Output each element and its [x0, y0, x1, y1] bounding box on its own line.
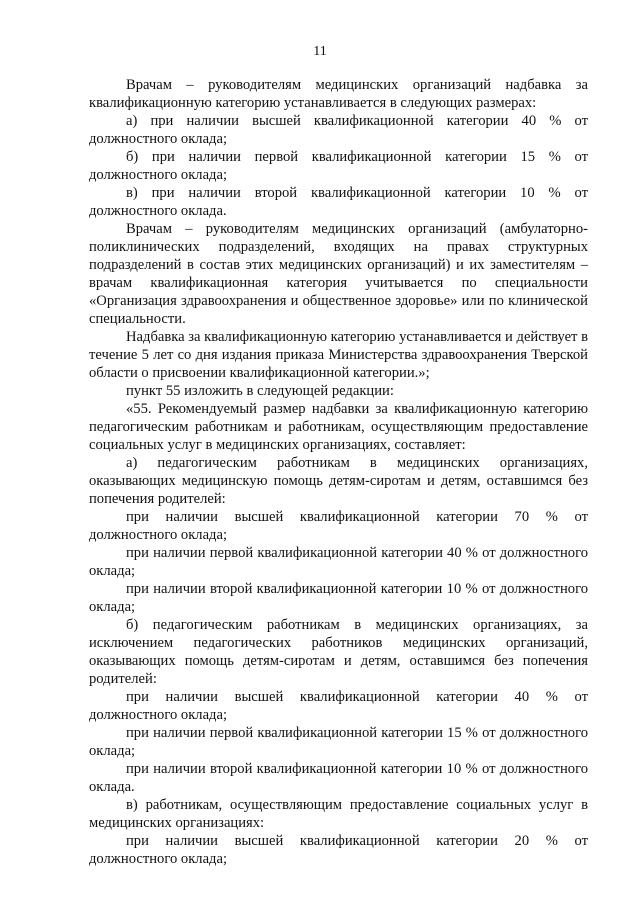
- paragraph-orphan-first: при наличии первой квалификационной категории 40 % от должностного оклада;: [89, 545, 588, 579]
- document-body: [89, 76, 588, 868]
- paragraph-head-physicians: Врачам – руководителям медицинских организаций надбавка за квалификационную категорию устанавливается в следующих размерах:: [89, 77, 588, 111]
- paragraph-orphan-second: при наличии второй квалификационной категории 10 % от должностного оклада;: [89, 581, 588, 615]
- paragraph-clause-55-intro: пункт 55 изложить в следующей редакции:: [126, 383, 394, 399]
- paragraph-second-category: в) при наличии второй квалификационной категории 10 % от должностного оклада.: [89, 185, 588, 219]
- paragraph-category-specialty: Врачам – руководителям медицинских организаций (амбулаторно-поликлинических подразделений, входящих на правах структурных подразделений в состав этих медицинских организаций) и их заместителям – врачам квалификационная категория учитывается по специальности «Организация здравоохранения и общественное здоровье» или по клинической специальности.: [89, 221, 588, 327]
- paragraph-other-first: при наличии первой квалификационной категории 15 % от должностного оклада;: [89, 725, 588, 759]
- paragraph-social-highest: при наличии высшей квалификационной категории 20 % от должностного оклада;: [89, 833, 588, 867]
- page-number: 11: [313, 44, 327, 59]
- paragraph-validity-period: Надбавка за квалификационную категорию устанавливается и действует в течение 5 лет со дня издания приказа Министерства здравоохранения Тверской области о присвоении квалификационной категории.»;: [89, 329, 588, 381]
- paragraph-other-teachers: б) педагогическим работникам в медицинских организациях, за исключением педагогических работников медицинских организаций, оказывающих помощь детям-сиротам и детям, оставшимся без попечения родителей:: [89, 617, 588, 687]
- paragraph-orphan-highest: при наличии высшей квалификационной категории 70 % от должностного оклада;: [89, 509, 588, 543]
- paragraph-highest-category: а) при наличии высшей квалификационной категории 40 % от должностного оклада;: [89, 113, 588, 147]
- paragraph-first-category: б) при наличии первой квалификационной категории 15 % от должностного оклада;: [89, 149, 588, 183]
- paragraph-other-second: при наличии второй квалификационной категории 10 % от должностного оклада.: [89, 761, 588, 795]
- paragraph-orphan-teachers: а) педагогическим работникам в медицинских организациях, оказывающих медицинскую помощь детям-сиротам и детям, оставшимся без попечения родителей:: [89, 455, 588, 507]
- paragraph-clause-55: «55. Рекомендуемый размер надбавки за квалификационную категорию педагогическим работникам и работникам, осуществляющим предоставление социальных услуг в медицинских организациях, составляет:: [89, 401, 588, 453]
- paragraph-other-highest: при наличии высшей квалификационной категории 40 % от должностного оклада;: [89, 689, 588, 723]
- paragraph-social-workers: в) работникам, осуществляющим предоставление социальных услуг в медицинских организациях:: [89, 797, 588, 831]
